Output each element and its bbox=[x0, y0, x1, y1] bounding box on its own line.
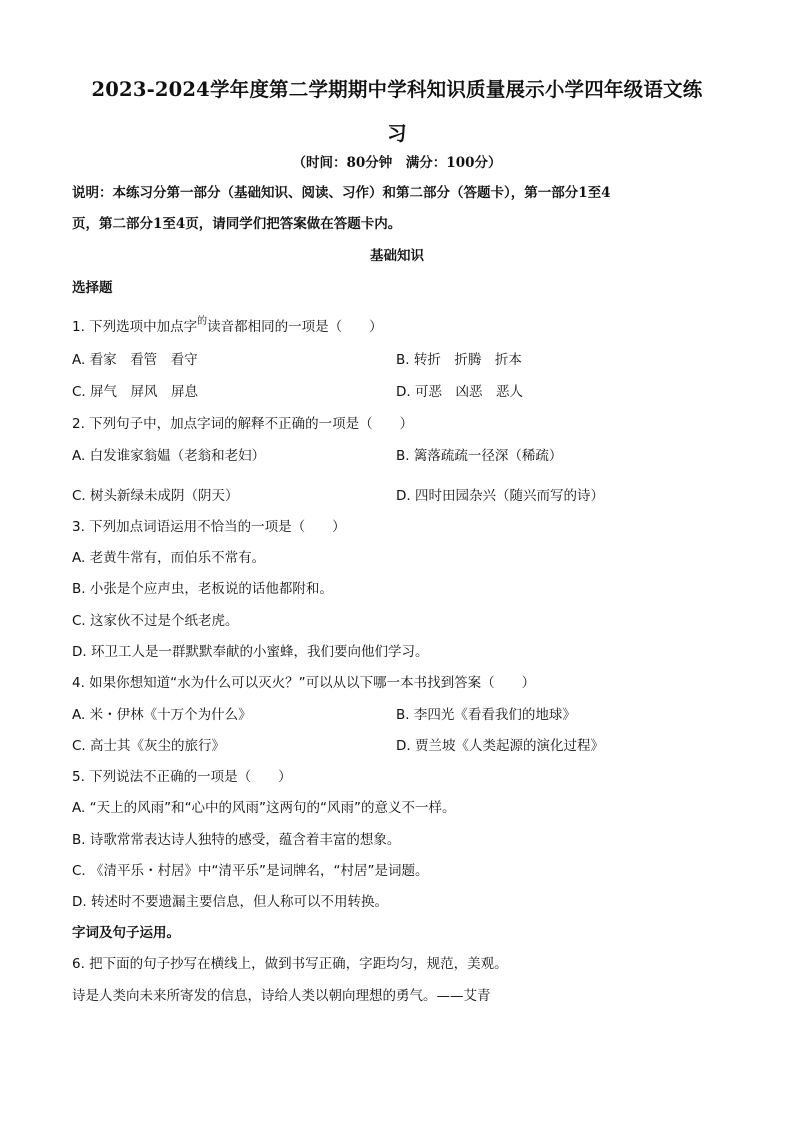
q2-option-d: D. 四时田园杂兴（随兴而写的诗） bbox=[396, 488, 604, 504]
title-line-2: 习 bbox=[387, 122, 407, 145]
q3-option-a: A. 老黄牛常有，而伯乐不常有。 bbox=[72, 550, 266, 566]
q1-stem-before: 1. 下列选项中加点字 bbox=[72, 319, 198, 335]
question-1-stem bbox=[72, 315, 383, 335]
q1-option-b: B. 转折 折腾 折本 bbox=[396, 352, 522, 368]
question-6-quote: 诗是人类向未来所寄发的信息，诗给人类以朝向理想的勇气。——艾青 bbox=[72, 988, 491, 1004]
q5-option-d: D. 转述时不要遗漏主要信息，但人称可以不用转换。 bbox=[72, 894, 388, 910]
question-3-stem: 3. 下列加点词语运用不恰当的一项是（ ） bbox=[72, 519, 346, 535]
title-line-1: 2023-2024学年度第二学期期中学科知识质量展示小学四年级语文练 bbox=[91, 78, 703, 101]
q2-option-a: A. 白发谁家翁媪（老翁和老妇） bbox=[72, 448, 266, 464]
instructions-line-1: 说明：本练习分第一部分（基础知识、阅读、习作）和第二部分（答题卡），第一部分1至4 bbox=[72, 185, 611, 201]
q4-option-d: D. 贾兰坡《人类起源的演化过程》 bbox=[396, 738, 604, 754]
q5-option-b: B. 诗歌常常表达诗人独特的感受，蕴含着丰富的想象。 bbox=[72, 832, 401, 848]
exam-instructions bbox=[72, 178, 722, 240]
exam-title bbox=[72, 68, 722, 156]
q1-stem-after: 读音都相同的一项是（ ） bbox=[207, 319, 383, 335]
instructions-line-2: 页，第二部分1至4页，请同学们把答案做在答题卡内。 bbox=[72, 216, 402, 232]
q1-option-c: C. 屏气 屏风 屏息 bbox=[72, 384, 199, 400]
question-6-stem: 6. 把下面的句子抄写在横线上，做到书写正确，字距均匀，规范，美观。 bbox=[72, 956, 508, 972]
q2-option-b: B. 篱落疏疏一径深（稀疏） bbox=[396, 448, 563, 464]
exam-subtitle: （时间：80分钟 满分：100分） bbox=[292, 155, 502, 171]
section-title: 基础知识 bbox=[370, 248, 424, 264]
q1-option-d: D. 可恶 凶恶 恶人 bbox=[396, 384, 523, 400]
q4-option-a: A. 米・伊林《十万个为什么》 bbox=[72, 707, 252, 723]
q2-option-c: C. 树头新绿未成阴（阴天） bbox=[72, 488, 239, 504]
question-5-stem: 5. 下列说法不正确的一项是（ ） bbox=[72, 769, 292, 785]
q3-option-d: D. 环卫工人是一群默默奉献的小蜜蜂，我们要向他们学习。 bbox=[72, 644, 429, 660]
q1-stem-sup: 的 bbox=[197, 316, 208, 327]
q5-option-a: A. “天上的风雨”和“心中的风雨”这两句的“风雨”的意义不一样。 bbox=[72, 800, 456, 816]
q4-option-c: C. 高士其《灰尘的旅行》 bbox=[72, 738, 226, 754]
q3-option-c: C. 这家伙不过是个纸老虎。 bbox=[72, 613, 239, 629]
q1-option-a: A. 看家 看管 看守 bbox=[72, 352, 198, 368]
question-4-stem: 4. 如果你想知道“水为什么可以灭火？”可以从以下哪一本书找到答案（ ） bbox=[72, 675, 536, 691]
q4-option-b: B. 李四光《看看我们的地球》 bbox=[396, 707, 576, 723]
question-2-stem: 2. 下列句子中，加点字词的解释不正确的一项是（ ） bbox=[72, 416, 414, 432]
q5-option-c: C. 《清平乐・村居》中“清平乐”是词牌名，“村居”是词题。 bbox=[72, 863, 429, 879]
q3-option-b: B. 小张是个应声虫，老板说的话他都附和。 bbox=[72, 581, 333, 597]
choice-section-label: 选择题 bbox=[72, 280, 113, 296]
word-sentence-section-label: 字词及句子运用。 bbox=[72, 925, 180, 941]
